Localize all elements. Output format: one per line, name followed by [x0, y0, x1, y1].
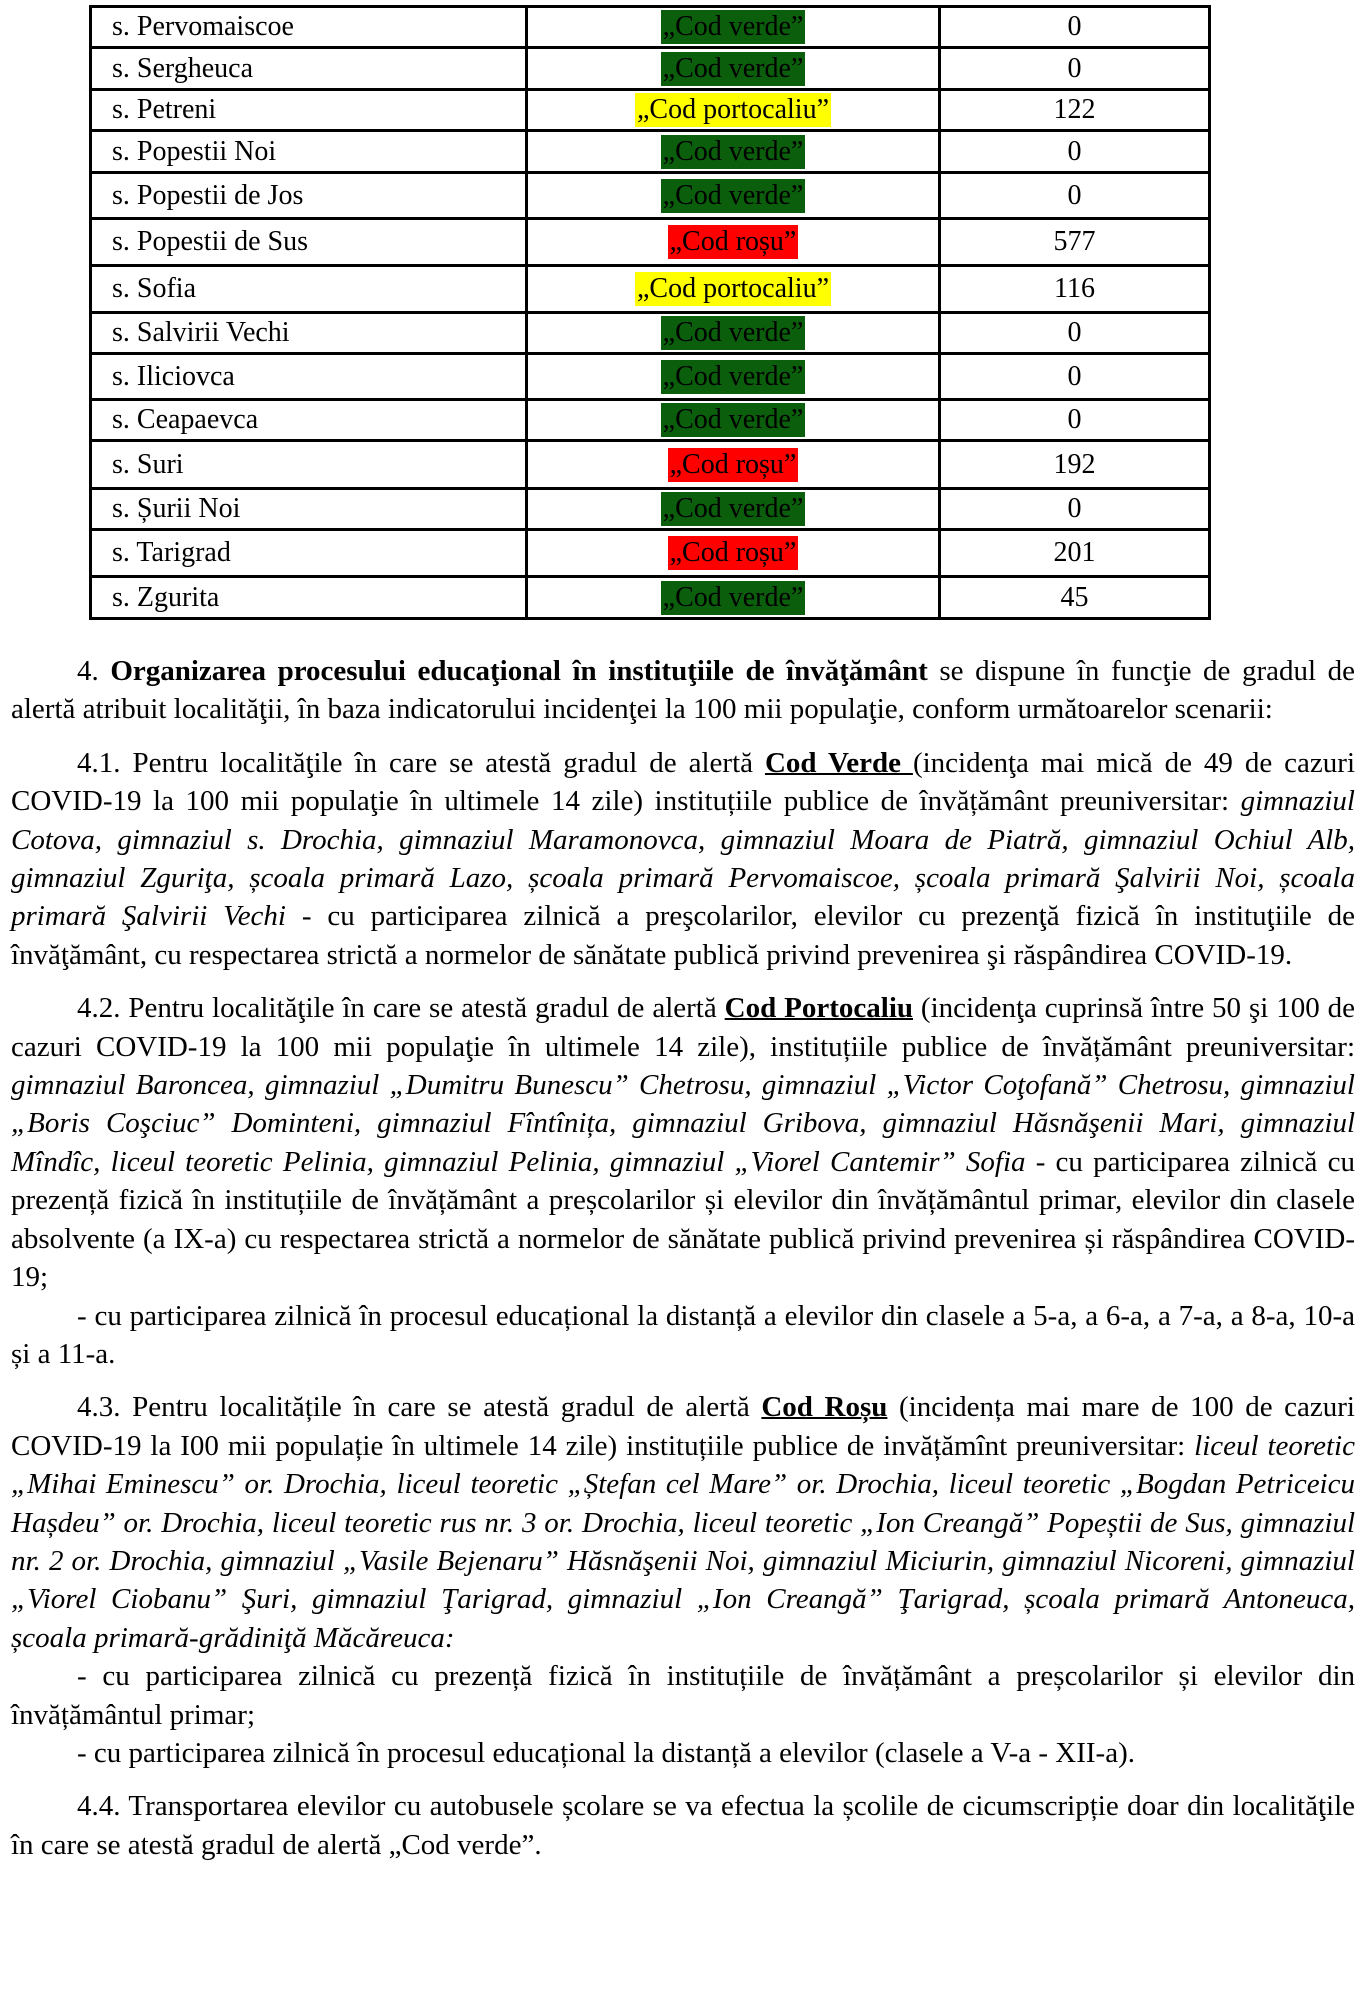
- incidence-cell: 122: [940, 90, 1210, 131]
- incidence-cell: 0: [940, 400, 1210, 441]
- table-row: [91, 577, 1210, 619]
- table-row: [91, 400, 1210, 441]
- alert-code-badge: „Cod verde”: [662, 360, 804, 392]
- alert-code-cell: [527, 219, 940, 266]
- incidence-cell: 0: [940, 7, 1210, 48]
- locality-cell: s. Petreni: [91, 90, 527, 131]
- incidence-cell: 192: [940, 441, 1210, 489]
- incidence-cell: 0: [940, 173, 1210, 219]
- locality-cell: s. Sergheuca: [91, 48, 527, 90]
- section-4-paragraph: 4. Organizarea procesului educaţional în instituţiile de învăţământ se dispune în funcţie de gradul de alertă atribuit localităţii, în baza indicatorului incidenţei la 100 mii populaţie, conform următoarelor scenarii:: [11, 655, 1356, 726]
- section-4-4-paragraph: 4.4. Transportarea elevilor cu autobusele școlare se va efectua la școlile de cicumscripție doar din localităţile în care se atestă gradul de alertă „Cod verde”.: [11, 1790, 1355, 1861]
- incidence-cell: 0: [940, 313, 1210, 354]
- table-row: [91, 441, 1210, 489]
- alert-code-badge: „Cod verde”: [662, 179, 804, 211]
- section-4-title: Organizarea procesului educaţional în instituţiile de învăţământ: [110, 655, 928, 687]
- alert-code-badge: „Cod verde”: [662, 52, 804, 84]
- locality-cell: s. Șurii Noi: [91, 489, 527, 530]
- table-row: [91, 313, 1210, 354]
- locality-cell: s. Tarigrad: [91, 530, 527, 577]
- incidence-cell: 0: [940, 131, 1210, 173]
- alert-code-badge: „Cod verde”: [662, 11, 804, 42]
- alert-code-cell: [527, 441, 940, 489]
- section-4-1-paragraph: 4.1. Pentru localităţile în care se atestă gradul de alertă Cod Verde (incidenţa mai mică de 49 de cazuri COVID-19 la 100 mii populaţie în ultimele 14 zile) instituțiile publice de învățământ preuniversitar: gimnaziul Cotova, gimnaziul s. Drochia, gimnaziul Maramonovca, gimnaziul Moara de Piatră, gimnaziul Ochiul Alb, gimnaziul Zguriţa, școala primară Lazo, școala primară Pervomaiscoe, școala primară Şalvirii Noi, școala primară Şalvirii Vechi - cu participarea zilnică a preşcolarilor, elevilor cu prezenţă fizică în instituţiile de învăţământ, cu respectarea strictă a normelor de sănătate publică privind prevenirea şi răspândirea COVID-19.: [11, 746, 1355, 971]
- table-row: [91, 48, 1210, 90]
- locality-cell: s. Pervomaiscoe: [91, 7, 527, 48]
- cod-portocaliu-label: Cod Portocaliu: [724, 992, 914, 1025]
- incidence-cell: 577: [940, 219, 1210, 266]
- alert-code-badge: „Cod roșu”: [669, 448, 797, 480]
- alert-code-badge: „Cod roșu”: [669, 226, 797, 257]
- cod-verde-label: Cod Verde: [764, 746, 913, 779]
- alert-code-badge: „Cod verde”: [662, 317, 804, 348]
- alert-code-badge: „Cod verde”: [662, 581, 804, 613]
- cod-rosu-schools: liceul teoretic „Mihai Eminescu” or. Drochia, liceul teoretic „Ștefan cel Mare” or. Drochia, liceul teoretic „Bogdan Petriceicu Hașdeu” or. Drochia, liceul teoretic rus nr. 3 or. Drochia, liceul teoretic „Ion Creangă” Popeștii de Sus, gimnaziul nr. 2 or. Drochia, gimnaziul „Vasile Bejenaru” Hăsnăşenii Noi, gimnaziul Miciurin, gimnaziul Nicoreni, gimnaziul „Viorel Ciobanu” Şuri, gimnaziul Ţarigrad, gimnaziul „Ion Creangă” Ţarigrad, școala primară Antoneuca, școala primară-grădiniţă Măcăreuca:: [11, 1429, 1355, 1654]
- table-row: [91, 489, 1210, 530]
- alert-code-badge: „Cod portocaliu”: [636, 273, 830, 304]
- alert-code-badge: „Cod roșu”: [669, 537, 797, 568]
- incidence-cell: 0: [940, 354, 1210, 400]
- incidence-cell: 0: [940, 489, 1210, 530]
- section-4-3-bullet-2: - cu participarea zilnică în procesul educațional la distanță a elevilor (clasele a V-a - XII-a).: [77, 1736, 1135, 1769]
- table-row: [91, 354, 1210, 400]
- alert-code-cell: [527, 173, 940, 219]
- incidence-cell: 201: [940, 530, 1210, 577]
- locality-cell: s. Ceapaevca: [91, 400, 527, 441]
- alert-code-cell: [527, 7, 940, 48]
- locality-cell: s. Zgurita: [91, 577, 527, 619]
- section-4-2-bullet: - cu participarea zilnică în procesul educațional la distanță a elevilor din clasele a 5-a, a 6-a, a 7-a, a 8-a, 10-a și a 11-a.: [11, 1299, 1355, 1370]
- alert-code-badge: „Cod verde”: [662, 404, 804, 435]
- alert-code-cell: [527, 131, 940, 173]
- locality-cell: s. Salvirii Vechi: [91, 313, 527, 354]
- alert-code-cell: [527, 266, 940, 313]
- table-row: [91, 266, 1210, 313]
- section-4-2-paragraph: 4.2. Pentru localităţile în care se atestă gradul de alertă Cod Portocaliu (incidenţa cuprinsă între 50 şi 100 de cazuri COVID-19 la 100 mii populaţie în ultimele 14 zile), instituțiile publice de învățământ preuniversitar: gimnaziul Baroncea, gimnaziul „Dumitru Bunescu” Chetrosu, gimnaziul „Victor Coţofană” Chetrosu, gimnaziul „Boris Coşciuc” Dominteni, gimnaziul Fîntînița, gimnaziul Gribova, gimnaziul Hăsnăşenii Mari, gimnaziul Mîndîc, liceul teoretic Pelinia, gimnaziul Pelinia, gimnaziul „Viorel Cantemir” Sofia - cu participarea zilnică cu prezență fizică în instituțiile de învățământ a preșcolarilor și elevilor din învățământul primar, elevilor din clasele absolvente (a IX-a) cu respectarea strictă a normelor de sănătate publică privind prevenirea și răspândirea COVID-19;: [11, 992, 1356, 1294]
- table-row: [91, 173, 1210, 219]
- cod-portocaliu-schools: gimnaziul Baroncea, gimnaziul „Dumitru Bunescu” Chetrosu, gimnaziul „Victor Coţofană” Chetrosu, gimnaziul „Boris Coşciuc” Dominteni, gimnaziul Fîntînița, gimnaziul Gribova, gimnaziul Hăsnăşenii Mari, gimnaziul Mîndîc, liceul teoretic Pelinia, gimnaziul Pelinia, gimnaziul „Viorel Cantemir” Sofia: [11, 1069, 1355, 1178]
- table-row: [91, 90, 1210, 131]
- cod-rosu-label: Cod Roșu: [761, 1391, 888, 1424]
- table-row: [91, 131, 1210, 173]
- locality-cell: s. Popestii Noi: [91, 131, 527, 173]
- document-body: [11, 652, 1355, 1864]
- cod-verde-schools: gimnaziul Cotova, gimnaziul s. Drochia, gimnaziul Maramonovca, gimnaziul Moara de Piatră, gimnaziul Ochiul Alb, gimnaziul Zguriţa, școala primară Lazo, școala primară Pervomaiscoe, școala primară Şalvirii Noi, școala primară Şalvirii Vechi: [11, 785, 1355, 933]
- alert-code-cell: [527, 48, 940, 90]
- incidence-cell: 0: [940, 48, 1210, 90]
- locality-cell: s. Iliciovca: [91, 354, 527, 400]
- alert-code-cell: [527, 313, 940, 354]
- alert-code-badge: „Cod portocaliu”: [636, 94, 830, 125]
- alert-code-cell: [527, 90, 940, 131]
- alert-level-table: [89, 5, 1211, 620]
- table-row: [91, 530, 1210, 577]
- alert-code-badge: „Cod verde”: [662, 135, 804, 167]
- locality-cell: s. Suri: [91, 441, 527, 489]
- locality-cell: s. Popestii de Sus: [91, 219, 527, 266]
- incidence-cell: 116: [940, 266, 1210, 313]
- table-row: [91, 7, 1210, 48]
- incidence-cell: 45: [940, 577, 1210, 619]
- alert-code-cell: [527, 530, 940, 577]
- table-row: [91, 219, 1210, 266]
- alert-code-cell: [527, 577, 940, 619]
- section-4-3-bullet-1: - cu participarea zilnică cu prezență fizică în instituțiile de învățământ a preșcolarilor și elevilor din învățământul primar;: [11, 1660, 1355, 1731]
- alert-code-cell: [527, 400, 940, 441]
- section-4-3-paragraph: 4.3. Pentru localitățile în care se atestă gradul de alertă Cod Roșu (incidența mai mare de 100 de cazuri COVID-19 la I00 mii populație în ultimele 14 zile) instituțiile publice de invățămînt preuniversitar: liceul teoretic „Mihai Eminescu” or. Drochia, liceul teoretic „Ștefan cel Mare” or. Drochia, liceul teoretic „Bogdan Petriceicu Hașdeu” or. Drochia, liceul teoretic rus nr. 3 or. Drochia, liceul teoretic „Ion Creangă” Popeștii de Sus, gimnaziul nr. 2 or. Drochia, gimnaziul „Vasile Bejenaru” Hăsnăşenii Noi, gimnaziul Miciurin, gimnaziul Nicoreni, gimnaziul „Viorel Ciobanu” Şuri, gimnaziul Ţarigrad, gimnaziul „Ion Creangă” Ţarigrad, școala primară Antoneuca, școala primară-grădiniţă Măcăreuca:: [11, 1391, 1355, 1654]
- alert-code-cell: [527, 489, 940, 530]
- alert-code-cell: [527, 354, 940, 400]
- locality-cell: s. Sofia: [91, 266, 527, 313]
- alert-code-badge: „Cod verde”: [662, 493, 804, 524]
- locality-cell: s. Popestii de Jos: [91, 173, 527, 219]
